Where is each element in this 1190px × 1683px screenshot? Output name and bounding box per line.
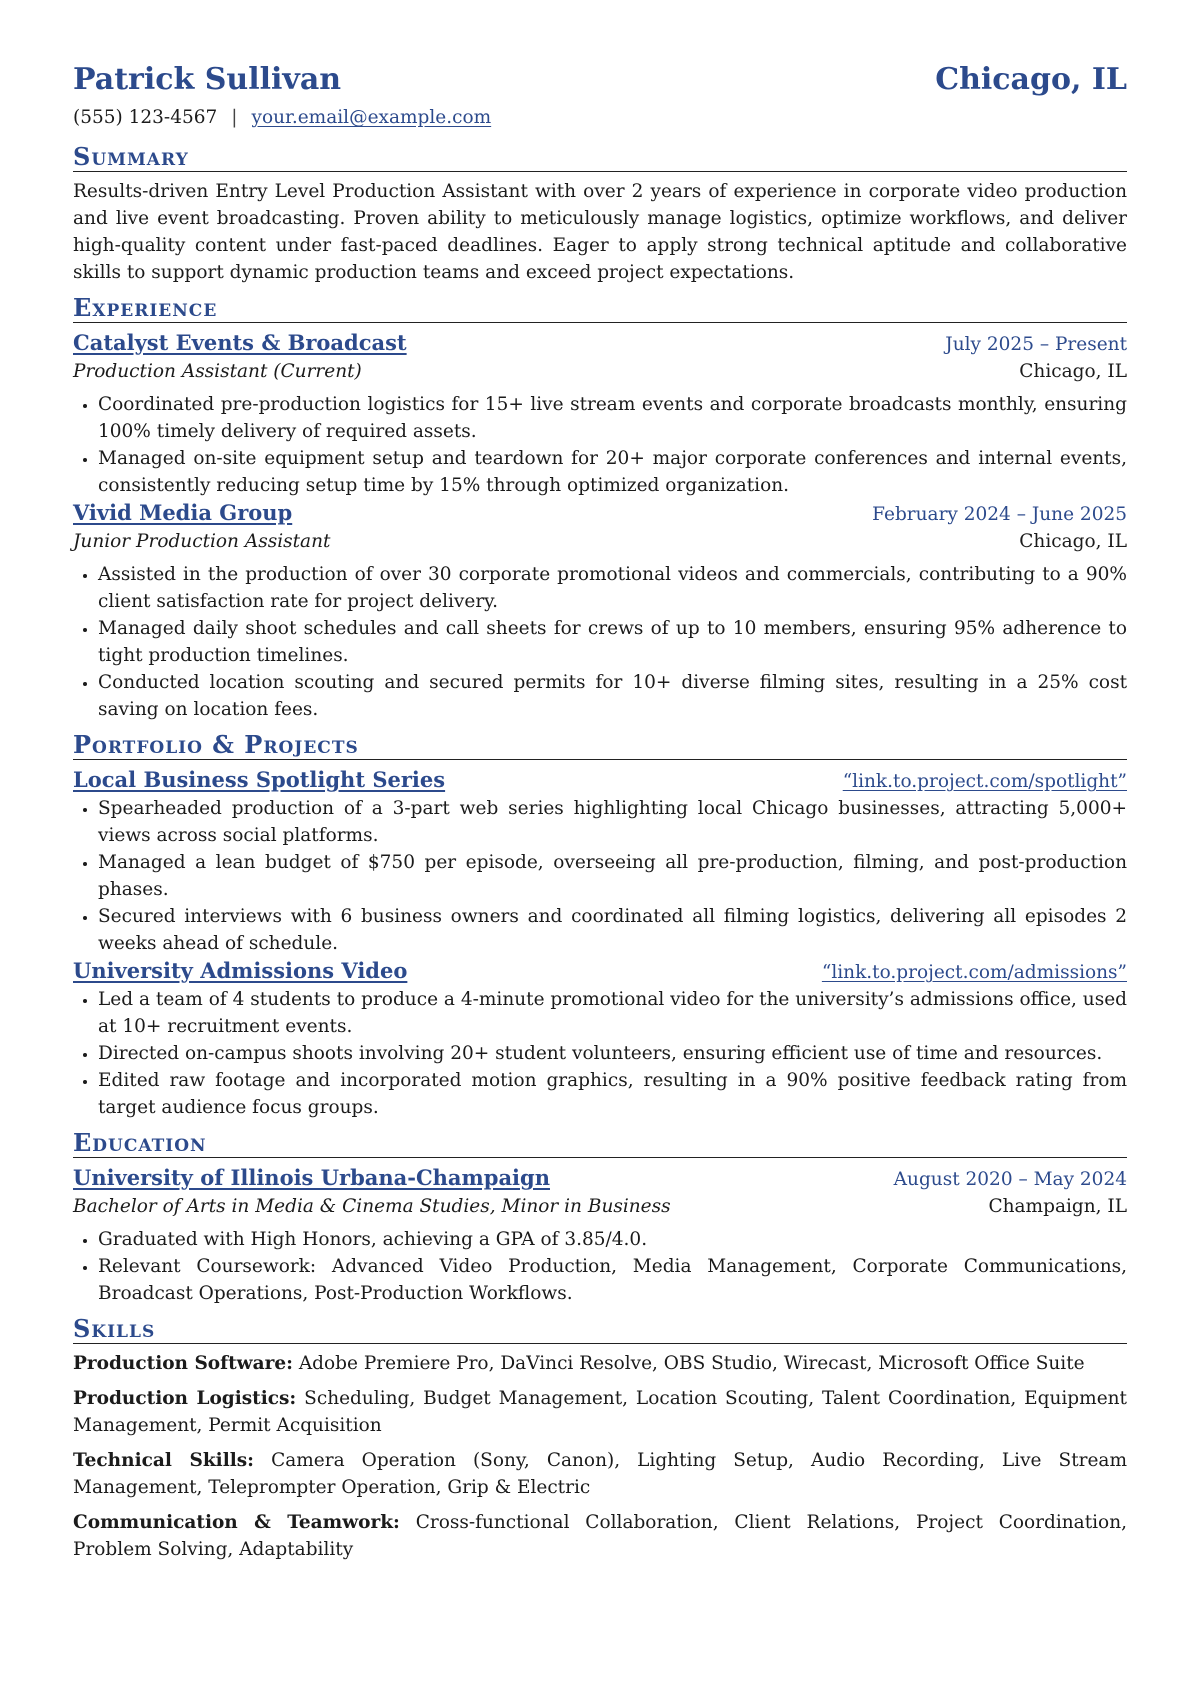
section-title-summary: Summary [73, 143, 1127, 172]
project-name: Local Business Spotlight Series [73, 767, 446, 792]
experience-entry [73, 329, 1127, 499]
skill-value: Adobe Premiere Pro, DaVinci Resolve, OBS Studio, Wirecast, Microsoft Office Suite [298, 1353, 1085, 1374]
employment-dates: February 2024 – June 2025 [872, 504, 1127, 525]
job-bullets [73, 561, 1127, 723]
employment-dates: July 2025 – Present [945, 334, 1127, 355]
job-location: Chicago, IL [1019, 361, 1127, 382]
skill-row [73, 1350, 1127, 1377]
list-item: • Edited raw footage and incorporated motion graphics, resulting in a 90% positive feedback rating from target audience focus groups. [98, 1067, 1127, 1121]
job-bullets [73, 391, 1127, 499]
resume-header [73, 60, 1127, 100]
contact-line [73, 104, 1127, 131]
list-item: • Led a team of 4 students to produce a 4-minute promotional video for the university’s admissions office, used at 10+ recruitment events. [98, 986, 1127, 1040]
school-location: Champaign, IL [988, 1196, 1127, 1217]
section-title-education: Education [73, 1129, 1127, 1158]
resume-page [73, 60, 1127, 1571]
skill-label: Production Software: [73, 1353, 293, 1374]
job-location: Chicago, IL [1019, 531, 1127, 552]
section-title-projects: Portfolio & Projects [73, 731, 1127, 760]
list-item: • Managed on-site equipment setup and teardown for 20+ major corporate conferences and internal events, consistently reducing setup time by 15% through optimized organization. [98, 445, 1127, 499]
list-item: • Relevant Coursework: Advanced Video Production, Media Management, Corporate Communications, Broadcast Operations, Post-Production Workflows. [98, 1253, 1127, 1307]
skill-row [73, 1509, 1127, 1563]
list-item: • Spearheaded production of a 3-part web series highlighting local Chicago businesses, attracting 5,000+ views across social platforms. [98, 795, 1127, 849]
list-item: • Directed on-campus shoots involving 20+ student volunteers, ensuring efficient use of time and resources. [98, 1040, 1127, 1067]
summary-text: Results-driven Entry Level Production Assistant with over 2 years of experience in corporate video production and live event broadcasting. Proven ability to meticulously manage logistics, optimize workflows, and deliver high-quality content under fast-paced deadlines. Eager to apply strong technical aptitude and collaborative skills to support dynamic production teams and exceed project expectations. [73, 181, 1127, 283]
list-item: • Assisted in the production of over 30 corporate promotional videos and commercials, contributing to a 90% client satisfaction rate for project delivery. [98, 561, 1127, 615]
project-link[interactable]: “link.to.project.com/spotlight” [842, 771, 1127, 792]
list-item: • Conducted location scouting and secured permits for 10+ diverse filming sites, resulting in a 25% cost saving on location fees. [98, 669, 1127, 723]
skill-value: Cross-functional Collaboration, Client Relations, Project Coordination, Problem Solving, Adaptability [73, 1512, 1127, 1560]
job-title: Junior Production Assistant [73, 531, 331, 552]
section-title-experience: Experience [73, 294, 1127, 323]
degree: Bachelor of Arts in Media & Cinema Studies, Minor in Business [73, 1196, 671, 1217]
phone-number: (555) 123-4567 [73, 107, 218, 128]
school-name: University of Illinois Urbana-Champaign [73, 1165, 550, 1190]
skill-label: Communication & Teamwork: [73, 1512, 400, 1533]
skill-value: Scheduling, Budget Management, Location Scouting, Talent Coordination, Equipment Management, Permit Acquisition [73, 1388, 1127, 1436]
project-bullets [73, 986, 1127, 1121]
project-entry [73, 957, 1127, 1121]
job-title: Production Assistant (Current) [73, 361, 362, 382]
project-name: University Admissions Video [73, 958, 408, 983]
skill-value: Camera Operation (Sony, Canon), Lighting Setup, Audio Recording, Live Stream Management, Teleprompter Operation, Grip & Electric [73, 1450, 1128, 1498]
education-bullets [73, 1226, 1127, 1307]
list-item: • Graduated with High Honors, achieving a GPA of 3.85/4.0. [98, 1226, 1127, 1253]
skill-row [73, 1385, 1127, 1439]
skill-label: Technical Skills: [73, 1450, 255, 1471]
list-item: • Coordinated pre-production logistics for 15+ live stream events and corporate broadcasts monthly, ensuring 100% timely delivery of required assets. [98, 391, 1127, 445]
experience-entry [73, 499, 1127, 723]
project-bullets [73, 795, 1127, 957]
employer-name: Catalyst Events & Broadcast [73, 330, 407, 355]
candidate-name: Patrick Sullivan [73, 62, 342, 97]
list-item: • Managed a lean budget of $750 per episode, overseeing all pre-production, filming, and post-production phases. [98, 849, 1127, 903]
employer-name: Vivid Media Group [73, 500, 293, 525]
skill-row [73, 1447, 1127, 1501]
list-item: • Secured interviews with 6 business owners and coordinated all filming logistics, delivering all episodes 2 weeks ahead of schedule. [98, 903, 1127, 957]
project-link[interactable]: “link.to.project.com/admissions” [821, 962, 1127, 983]
email-link[interactable]: your.email@example.com [251, 107, 492, 128]
education-entry [73, 1164, 1127, 1307]
candidate-location: Chicago, IL [935, 62, 1127, 97]
project-entry [73, 766, 1127, 957]
section-title-skills: Skills [73, 1315, 1127, 1344]
education-dates: August 2020 – May 2024 [893, 1169, 1127, 1190]
list-item: • Managed daily shoot schedules and call sheets for crews of up to 10 members, ensuring 95% adherence to tight production timelines. [98, 615, 1127, 669]
contact-separator: | [231, 107, 238, 128]
skills-list [73, 1350, 1127, 1563]
skill-label: Production Logistics: [73, 1388, 297, 1409]
